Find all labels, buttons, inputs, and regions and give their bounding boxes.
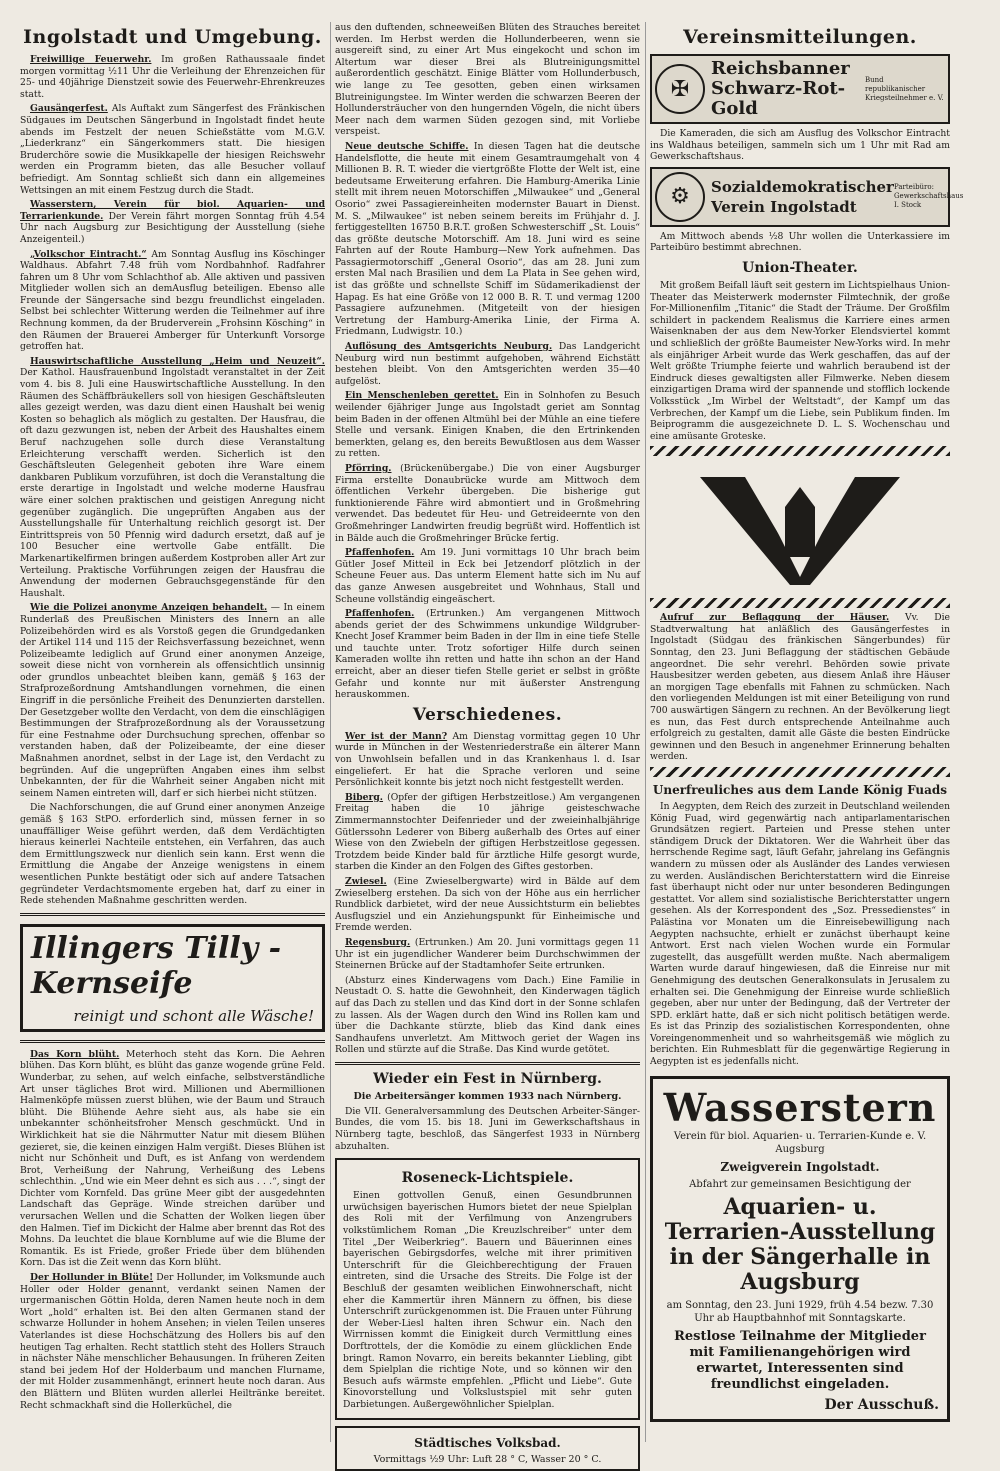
ad-wasserstern — [650, 1076, 950, 1422]
article-hollunder-cont: aus den duftenden, schneeweißen Blüten des Strauches bereitet werden. Im Herbst werden die Hollunderbeeren, wenn sie ausgereift sind, zu einer Art Mus eingekocht und schon im Altertum war dieser Brei als Blutreinigungsmittel außerordentlich geschätzt. Einige Blätter vom Hollunderbusch, wie lange zu Tee gesotten, geben einen wirksamen Blutreinigungstee. Im Winter werden die schwarzen Beeren der Hollundersträucher von den hungernden Vögeln, die nicht übers Meer nach dem warmen Süden gezogen sind, mit Vorliebe verspeist. — [335, 22, 640, 138]
ornament-border-icon — [650, 767, 950, 777]
saengerfest-logo — [650, 462, 950, 592]
article-feuerwehr: Freiwillige Feuerwehr. Im großen Rathaussaale findet morgen vormittag ½11 Uhr die Verleihung der Ehrenzeichen für 25- und 40jährige Dienstzeit sowie des Feuerwehr-Ehrenkreuzes statt. — [20, 54, 325, 100]
ad-tilly-kernseife — [20, 924, 325, 1032]
party-emblem-icon: ⚙ — [655, 172, 705, 222]
ad-wasserstern-ausstellung: Aquarien- u. Terrarien-Ausstellung in der Sängerhalle in Augsburg — [664, 1193, 936, 1295]
reichsbanner-text: Die Kameraden, die sich am Ausflug des Volkschor Eintracht ins Waldhaus beteiligen, sammeln sich um 1 Uhr mit Rad am Gewerkschaftshaus. — [650, 128, 950, 163]
divider — [335, 1062, 640, 1065]
fest-subheading: Die Arbeitersänger kommen 1933 nach Nürnberg. — [353, 1090, 622, 1102]
ornament-border-icon — [650, 446, 950, 456]
column-1 — [20, 22, 325, 1452]
section-heading-vereine: Vereinsmitteilungen. — [683, 26, 917, 48]
ornament-border-icon — [650, 598, 950, 608]
article-neuburg: Auflösung des Amtsgerichts Neuburg. Das Landgericht Neuburg wird nun bestimmt aufgehoben, während Eichstätt bestehen bleibt. Von den Amtsgerichten werden 35—40 aufgelöst. — [335, 341, 641, 387]
divider — [20, 913, 325, 916]
sozialdemokrat-text: Am Mittwoch abends ½8 Uhr wollen die Unterkassiere im Parteibüro bestimmt abrechnen. — [650, 230, 950, 254]
reichsbanner-banner — [650, 54, 950, 124]
eagle-icon: ✠ — [655, 64, 705, 114]
volksbad-heading: Städtisches Volksbad. — [414, 1435, 561, 1450]
article-volkschor: „Volkschor Eintracht.“ Am Sonntag Ausflug ins Köschinger Waldhaus. Abfahrt 7.48 früh vom Nordbahnhof. Radfahrer fahren um 8 Uhr vom Schlachthof ab. Alle aktiven und passiven Mitglieder wollen sich an demAusflug beteiligen. Ebenso alle Freunde der Sängersache sind bezgu freundlichst eingeladen. Selbst bei schlechter Witterung werden die Teilnehmer auf ihre Rechnung kommen, da der Bruderverein „Frohsinn Kösching“ in den Räumen der Brauerei Amberger für Unterkunft Vorsorge getroffen hat. — [20, 248, 326, 353]
article-hollunder: Der Hollunder in Blüte! Der Hollunder, im Volksmunde auch Holler oder Holder genannt, verdankt seinen Namen der urgermanischen Göttin Holda, deren Namen heute noch in dem Wort „hold“ erhalten ist. Bei den alten Germanen stand der schwarze Hollunder in hohem Ansehen; in vielen Teilen unseres Vaterlandes ist diese Hochschätzung des Hollers bis auf den heutigen Tag erhalten. Recht stattlich steht des Hollers Strauch in nächster Nähe menschlicher Behausungen. In früheren Zeiten stand bei jedem Hof der Holderbaum und manchen Flurname, der mit Holder zusammenhängt, erinnert heute noch daran. Aus den Blättern und Blüten wurden allerlei Heiltränke bereitet. Recht schmackhaft sind die Hollerküchel, die — [20, 1272, 325, 1411]
column-3 — [650, 22, 964, 1452]
article-schiffe: Neue deutsche Schiffe. In diesen Tagen hat die deutsche Handelsflotte, die heute mit einem Gesamtraumgehalt von 4 Millionen B. R. T. wieder die viertgrößte Flotte der Welt ist, eine bedeutsame Erweiterung erfahren. Die Hamburg-Amerika Linie stellt mit ihrem neuen Motorschiffen „Milwaukee“ und „General Osorio“ zwei Passagiereinheiten modernster Bauart in Dienst. M. S. „Milwaukee“ ist neben seinem bereits im Frühjahr d. J. fertiggestellten 16750 B.R.T. großen Schwesterschiff „St. Louis“ das größte deutsche Motorschiff. Am 18. Juni wird es seine Fahrten auf der Route Hamburg—New York aufnehmen. Das Passagiermotorschiff „General Osorio“, das am 28. Juni zum ersten Mal nach Brasilien und dem La Plata in See gehen wird, ist das größte und schnellste Schiff im Südamerikadienst der Hapag. Es hat eine Größe von 12 000 B. R. T. und vermag 1200 Passagiere aufzunehmen. (Mitgeteilt von der hiesigen Vertretung der Hamburg-Amerika Linie, der Firma A. Friedmann, Ludwigstr. 10.) — [335, 140, 641, 338]
sozialdemokrat-title: Sozialdemokratischer Verein Ingolstadt — [711, 177, 894, 216]
roseneck-heading: Roseneck-Lichtspiele. — [401, 1170, 574, 1187]
column-rule — [330, 22, 331, 1442]
section-heading: Ingolstadt und Umgebung. — [23, 26, 322, 48]
article-pfoerring: Pförring. (Brückenübergabe.) Die von einer Augsburger Firma erstellte Donaubrücke wurde am Mittwoch dem öffentlichen Verkehr übergeben. Die bisherige gut funktionierende Fähre wird abmontiert und in Großmehring verwendet. Das bedeutet für Heu- und Getreideernte von den Großmehringer Landwirten freudig begrüßt wird. Hoffentlich ist in Bälde auch die Großmehringer Brücke fertig. — [335, 462, 641, 544]
article-gausaengerfest: Gausängerfest. Als Auftakt zum Sängerfest des Fränkischen Südgaues im Deutschen Sängerbund in Ingolstadt findet heute abends im Festzelt der neuen Schießstätte vom M.G.V. „Liederkranz“ ein Sängerkommers statt. Die hiesigen Bruderchöre sowie die Musikkapelle der hiesigen Reichswehr werden ein Programm bieten, das alle Besucher vollauf befriedigt. Am Sonntag schließt sich dann ein allgemeines Wettsingen an mit einem Festzug durch die Stadt. — [20, 103, 326, 196]
reichsbanner-title: Reichsbanner Schwarz-Rot-Gold — [711, 58, 850, 119]
aegypten-text: In Aegypten, dem Reich des zurzeit in Deutschland weilenden König Fuad, wird gegenwärtig nach antiparlamentarischen Grundsätzen regiert. Parteien und Presse stehen unter ständigem Druck der Diktatoren. Wer die Wahrheit über das herrschende Regime sagt, läuft Gefahr, jahrelang ins Gefängnis wandern zu müssen oder als Ausländer des Landes verwiesen zu werden. Ausländischen Berichterstattern wird die Einreise fast überhaupt nicht oder nur unter besonderen Bedingungen gestattet. Vor allem sind sozialistische Berichterstatter ungern gesehen. Als der Korrespondent des „Soz. Pressedienstes“ in Palästina vor Monaten um die Einreisebewilligung nach Aegypten nachsuchte, erhielt er zunächst überhaupt keine Antwort. Erst nach vielen Wochen wurde ein Formular zugestellt, das ausgefüllt werden mußte. Nach abermaligem Warten wurde darauf hingewiesen, daß die Einreise nur mit Genehmigung des deutschen Generalkonsulats in Jerusalem zu erhalten sei. Die Genehmigung der Einreise wurde schließlich gegeben, aber nur unter der Bedingung, daß der Vertreter der SPD. erklärt hatte, daß er sich nicht politisch betätigen werde. Es ist das Prinzip des sozialistischen Korrespondenten, ohne Voreingenommenheit und so wahrheitsgemäß wie möglich zu berichten. Ein Ruhmesblatt für die gegenwärtige Regierung in Aegypten ist es jedenfalls nicht. — [650, 801, 950, 1068]
ad-wasserstern-abfahrt: Abfahrt zur gemeinsamen Besichtigung der — [689, 1178, 911, 1190]
divider — [20, 1040, 325, 1043]
ad-wasserstern-verein: Verein für biol. Aquarien- u. Terrarien-Kunde e. V. Augsburg — [673, 1130, 927, 1155]
article-fest: Die VII. Generalversammlung des Deutschen Arbeiter-Sänger-Bundes, die vom 15. bis 18. Juni im Gewerkschaftshaus in Nürnberg tagte, beschloß, das Sängerfest 1933 in Nürnberg abzuhalten. — [335, 1105, 640, 1152]
article-mann: Wer ist der Mann? Am Dienstag vormittag gegen 10 Uhr wurde in München in der Westenriederstraße ein älterer Mann von Unwohlsein befallen und in das Krankenhaus l. d. Isar eingeliefert. Er hat die Sprache verloren und seine Persönlichkeit konnte bis jetzt noch nicht festgestellt werden. — [335, 730, 641, 789]
ad-wasserstern-date: am Sonntag, den 23. Juni 1929, früh 4.54 bezw. 7.30 Uhr ab Hauptbahnhof mit Sonntagskarte. — [666, 1299, 934, 1324]
ad-wasserstern-call: Restlose Teilnahme der Mitglieder mit Familienangehörigen wird erwartet, Interessenten sind freundlichst eingeladen. — [674, 1328, 926, 1392]
fest-heading: Wieder ein Fest in Nürnberg. — [373, 1070, 602, 1087]
volksbad-box — [335, 1426, 640, 1471]
ad-wasserstern-zweig: Zweigverein Ingolstadt. — [720, 1159, 880, 1174]
roseneck-text: Einen gottvollen Genuß, einen Gesundbrunnen urwüchsigen bayerischen Humors bietet der neue Spielplan des Roli mit der Verfilmung von Anzengrubers volkstümlichem Roman „Die Kreuzlschreiber“ unter dem Titel „Der Weiberkrieg“. Bauern und Bäuerinnen eines bayerischen Gebirgsdorfes, welche mit ihrer primitiven Unterschrift für die Gleichberechtigung der Frauen eintreten, sind die Ursache des Streits. Die Folge ist der Beschluß der gesamten weiblichen Einwohnerschaft, nicht eher die Kammertür ihren Männern zu öffnen, bis diese Unterschrift zurückgenommen ist. Die Frauen unter Führung der Weber-Liesl halten ihren Schwur ein. Nach den Wirrnissen kommt die Einigkeit durch Vermittlung eines Dorftrottels, der die Komödie zu einem glücklichen Ende bringt. Ramon Novarro, ein bereits bekannter Liebling, gibt dem Spielplan die richtige Note, und so können wir den Besuch aufs wärmste empfehlen. „Pflicht und Liebe“. Gute Kinovorstellung und Volkslustspiel mit sehr guten Darbietungen. Außergewöhnlicher Spielplan. — [343, 1190, 632, 1410]
article-pfaffenhofen-1: Pfaffenhofen. Am 19. Juni vormittags 10 Uhr brach beim Gütler Josef Mitteil in Eck bei Jetzendorf plötzlich in der Scheune Feuer aus. Das unterm Element hatte sich im Nu auf das ganze Anwesen ausgebreitet und Wohnhaus, Stall und Scheune vollständig eingeäschert. — [335, 547, 640, 605]
article-pfaffenhofen-2: Pfaffenhofen. (Ertrunken.) Am vergangenen Mittwoch abends geriet der des Schwimmens unkundige Wildgruber-Knecht Josef Krammer beim Baden in der Ilm in eine tiefe Stelle und tauchte unter. Trotz sofortiger Hilfe durch seinen Kameraden wollte ihn retten und hatte ihn schon an der Hand erreicht, aber an dieser tiefen Stelle geriet er selbst in größte Gefahr und konnte nur mit äußerster Anstrengung herauskommen. — [335, 608, 640, 701]
article-regensburg: Regensburg. (Ertrunken.) Am 20. Juni vormittags gegen 11 Uhr ist ein jugendlicher Wanderer beim Durchschwimmen der Steinernen Brücke auf der Stadtamhofer Seite ertrunken. — [335, 936, 640, 972]
aegypten-heading: Unerfreuliches aus dem Lande König Fuads — [652, 783, 948, 797]
article-nachforschungen: Die Nachforschungen, die auf Grund einer anonymen Anzeige gemäß § 163 StPO. erforderlich sind, müssen ferner in so unauffälliger Weise geführt werden, daß dem Verdächtigten hieraus keinerlei Nachteile entstehen, ein Verfahren, das auch dem Ermittlungszweck nur dienlich sein kann. Erst wenn die Ermittlung die Angabe der Anzeige wenigstens in einem wesentlichen Punkte bestätigt oder sich auf andere Tatsachen gegründeter Verdachtsmomente ergeben hat, darf zu einer in Rede stehenden Maßnahme geschritten werden. — [20, 802, 325, 907]
ad-wasserstern-title: Wasserstern — [663, 1084, 937, 1130]
article-gerettet: Ein Menschenleben gerettet. Ein in Solnhofen zu Besuch weilender 6jähriger Junge aus Ingolstadt geriet am Sonntag beim Baden in der offenen Altmühl bei der Mühle an eine tiefere Stelle und versank. Einigen Knaben, die den Ertrinkenden bemerkten, gelang es, den bereits Bewußtlosen aus dem Wasser zu retten. — [335, 390, 640, 460]
ad-tilly-title: Illingers Tilly - Kernseife — [31, 930, 282, 1001]
aufruf-text: Aufruf zur Beflaggung der Häuser. Vv. Die Stadtverwaltung hat anläßlich des Gausängerfestes in Ingolstadt (Südgau des fränkischen Sängerbundes) für Sonntag, den 23. Juni Beflaggung der städtischen Gebäude angeordnet. Die sehr verehrl. Behörden sowie private Hausbesitzer werden gebeten, aus diesem Anlaß ihre Häuser an morgigen Tage ebenfalls mit Fahnen zu schmücken. Nach den vorliegenden Meldungen ist mit einer Beteiligung von rund 700 auswärtigen Sängern zu rechnen. An der Bevölkerung liegt es nun, das Fest durch entsprechende Anteilnahme auch erfolgreich zu gestalten, damit alle Gäste die besten Eindrücke gewinnen und den Besuch in angenehmer Erinnerung behalten werden. — [650, 612, 950, 763]
article-kinderwagen: (Absturz eines Kinderwagens vom Dach.) Eine Familie in Neustadt O. S. hatte die Gewohnheit, den Kinderwagen täglich auf das Dach zu stellen und das Kind dort in der Sonne schlafen zu lassen. Als der Wagen durch den Wind ins Rollen kam und über die Dachkante stürzte, blieb das Kind dank eines Sandhaufens unverletzt. Am Mittwoch geriet der Wagen ins Rollen und stürzte auf die Straße. Das Kind wurde getötet. — [335, 974, 640, 1056]
volksbad-temps: Vormittags ½9 Uhr: Luft 28 ° C, Wasser 20 ° C. — [373, 1453, 602, 1465]
article-hauswirtschaft: Hauswirtschaftliche Ausstellung „Heim und Neuzeit“. Der Kathol. Hausfrauenbund Ingolstadt veranstaltet in der Zeit vom 4. bis 8. Juli eine Hauswirtschaftliche Ausstellung. In den Räumen des Schäffbräukellers soll von hiesigen Geschäftsleuten alles gezeigt werden, was dazu dient einen Haushalt bei wenig Kosten so behaglich als möglich zu gestalten. Der Hausfrau, die oft dazu gezwungen ist, neben der Arbeit des Haushaltes einem Beruf nachzugehen solle durch diese Veranstaltung Erleichterung verschafft werden. Sicherlich ist den Geschäftsleuten Gelegenheit geboten ihre Ware einem dankbaren Publikum vorzuführen, ist doch die Veranstaltung die erste derartige in Ingolstadt und welche moderne Hausfrau wäre einer solchen praktischen und geistigen Anregung nicht gegenüber zugänglich. Die ungeprüften Angaben aus der Ausstellungshalle für Unterhaltung reichlich gesorgt ist. Der Eintrittspreis von 50 Pfennig wird dadurch ersetzt, daß auf je 100 Besucher eine wertvolle Gabe entfällt. Die Markenartikelfirmen bringen außerdem Kostproben aller Art zur Verteilung. Praktische Vorführungen zeigen der Hausfrau die Anwendung der modernen Gebrauchsgegenstände für den Haushalt. — [20, 355, 325, 599]
roseneck-box — [335, 1158, 640, 1419]
article-korn: Das Korn blüht. Meterhoch steht das Korn. Die Aehren blühen. Das Korn blüht, es blüht das ganze wogende grüne Feld. Wunderbar, zu sehen, auf welch einfache, selbstverständliche Art unser tägliches Brot wird. Millionen und Abermillionen Halmenköpfe müssen zuerst blühen, wie der Baum und Strauch blüht. Die Blühende Aehre sieht aus, als habe sie ein unbekannter schönheitsfroher Mensch geschmückt. Und in Wirklichkeit hat sie die Nährmutter Natur mit diesem Blühen gezieret, sie, die keinen einzigen Halm vergißt. Dieses Blühen ist nicht nur Schönheit und Duft, es ist Anfang von werdendem Brot, Verheißung der Nahrung, Verheißung des Lebens schlechthin. „Und wie ein Meer dehnt es sich aus . . .“, singt der Dichter vom Kornfeld. Das grüne Meer gibt der ausgedehnten Landschaft das Gepräge. Winde streichen darüber und verursachen Wellen und die Schatten der Wolken liegen über den Halmen. Tief im Dickicht der Halme aber brennt das Rot des Mohns. Da leuchtet die blaue Kornblume auf wie die Blume der Romantik. Es ist Friede, großer Friede über dem blühenden Korn. Das ist die Zeit wenn das Korn blüht. — [20, 1048, 325, 1269]
reichsbanner-side: Bund republikanischer Kriegsteilnehmer e. V. — [865, 75, 944, 102]
column-rule — [645, 22, 646, 1442]
article-wasserstern: Wasserstern, Verein für biol. Aquarien- und Terrarienkunde. Der Verein fährt morgen Sonntag früh 4.54 Uhr nach Augsburg zur Besichtigung der Ausstellung (siehe Anzeigenteil.) — [20, 199, 325, 245]
union-text: Mit großem Beifall läuft seit gestern im Lichtspielhaus Union-Theater das Meisterwerk modernster Filmtechnik, der große For-Millionenfilm „Titanic“ die Stadt der Träume. Der Großfilm schildert in packendem Realismus die Karriere eines armen Waisenknaben der aus dem New-Yorker Elendsviertel kommt und schließlich der größte Baumeister New-Yorks wird. In mehr als einjähriger Arbeit wurde das Werk geschaffen, das auf der Welt größte Triumphe feierte und wahrlich beraubend ist der Eindruck dieses gewaltigsten aller Filmwerke. Neben diesem einzigartigen Drama wird der spannende und stofflich lockende Volksstück „Im Wirbel der Weltstadt“, der Kampf um das Verbrechen, der Kampf um die Liebe, sein Publikum finden. Im Beiprogramm die ausgezeichnete D. L. S. Wochenschau und eine amüsante Groteske. — [650, 279, 950, 442]
sozialdemokrat-banner — [650, 167, 964, 227]
article-biberg: Biberg. (Opfer der giftigen Herbstzeitlose.) Am vergangenen Freitag haben die 10 jährige geisteschwache Zimmermannstochter Deifenrieder und der zweieinhalbjährige Gütlerssohn Lederer von Biberg außerhalb des Ortes auf einer Wiese von den Zwiebeln der giftigen Herbstzeitlose gegessen. Trotzdem beide Kinder bald für ärztliche Hilfe gesorgt wurde, starben die Kinder an den Folgen des Giftes gestorben. — [335, 791, 641, 873]
article-polizei: Wie die Polizei anonyme Anzeigen behandelt. — In einem Runderlaß des Preußischen Ministers des Innern an alle Polizeibehörden wird es als Vorstoß gegen die Grundgedanken der Artikel 114 und 115 der Reichsverfassung bezeichnet, wenn Polizeibeamte lediglich auf Grund einer anonymen Anzeige, soweit diese nicht von vornherein als offensichtlich unsinnig oder grundlos unbeachtet bleiben kann, gemäß § 163 der Strafprozeßordnung Amtshandlungen vornehmen, die einen Eingriff in die persönliche Freiheit des Denunzierten darstellen. Der Gesetzgeber wollte den Verdacht, von dem die einschlägigen Bestimmungen der Strafprozeßordnung als der Voraussetzung für eine Festnahme oder Durchsuchung sprechen, offenbar so verstanden haben, daß der Polizeibeamte, der eine dieser Maßnahmen anordnet, selbst in der Lage ist, den Verdacht zu begründen. Auf die ungeprüften Angaben eines ihm selbst Unbekannten, der für die Wahrheit seiner Angaben nicht mit seinem Namen eintreten will, darf er sich hierbei nicht stützen. — [20, 602, 325, 799]
column-2 — [335, 22, 641, 1465]
ad-tilly-slogan: reinigt und schont alle Wäsche! — [73, 1006, 314, 1025]
vv-logo-icon — [690, 467, 910, 587]
article-zwiesel: Zwiesel. (Eine Zwieselbergwarte) wird in Bälde auf dem Zwieselberg erstehen. Da sich von der Höhe aus ein herrlicher Rundblick darbietet, wird der neue Aussichtsturm ein beliebtes Ausflugsziel und ein Anziehungspunkt für Einheimische und Fremde werden. — [335, 875, 640, 934]
sozialdemokrat-side: Parteibüro: Gewerkschaftshaus I. Stock — [893, 183, 964, 210]
union-heading: Union-Theater. — [742, 259, 858, 276]
section-heading-verschiedenes: Verschiedenes. — [412, 704, 563, 725]
ad-wasserstern-sign: Der Ausschuß. — [824, 1396, 939, 1413]
